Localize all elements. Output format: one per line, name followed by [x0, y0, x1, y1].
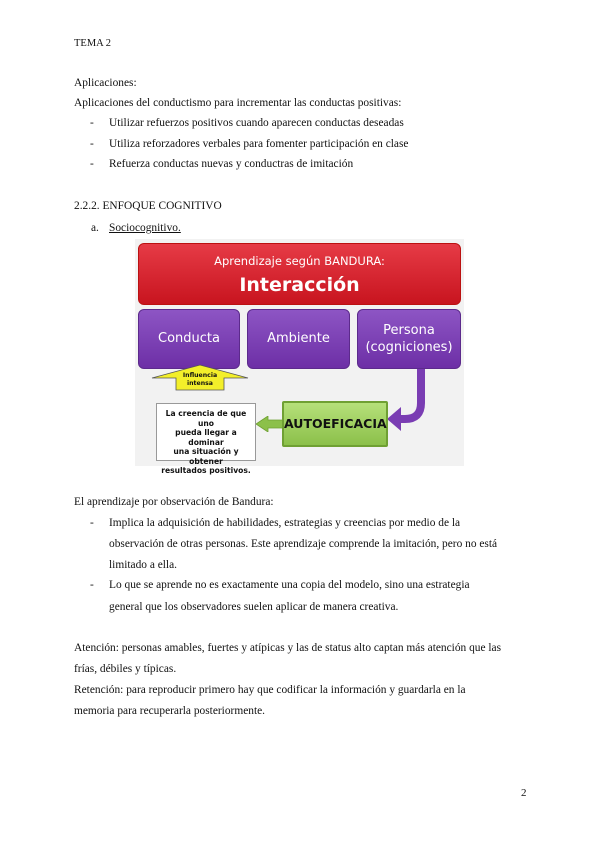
curved-arrow-icon [385, 367, 435, 433]
aplicaciones-title: Aplicaciones: [74, 77, 137, 89]
atencion-line: Atención: personas amables, fuertes y atípicas y las de status alto captan más atención que las [74, 642, 502, 654]
aplicaciones-intro: Aplicaciones del conductismo para incrementar las conductas positivas: [74, 97, 402, 109]
box-persona [357, 309, 461, 369]
page-header: TEMA 2 [74, 38, 112, 49]
subsection-letter: a. [91, 222, 99, 234]
observacion-item-line: observación de otras personas. Este aprendizaje comprende la imitación, pero no está [109, 538, 498, 550]
box-persona-label: Persona [383, 323, 435, 338]
box-ambiente-label: Ambiente [267, 331, 330, 346]
observacion-item-line: general que los observadores suelen aplicar de manera creativa. [109, 601, 399, 613]
observacion-title: El aprendizaje por observación de Bandura: [74, 496, 274, 508]
atencion-line: frías, débiles y típicas. [74, 663, 177, 675]
autoeficacia-box: AUTOEFICACIA [282, 401, 388, 447]
box-conducta [138, 309, 240, 369]
observacion-item-line: limitado a ella. [109, 559, 178, 571]
left-arrow-icon [256, 416, 284, 432]
box-persona-sublabel: (cogniciones) [365, 340, 453, 355]
autoeficacia-note: La creencia de que uno pueda llegar a dominar una situación y obtener resultados positivos. [156, 403, 256, 461]
box-conducta-label: Conducta [158, 331, 220, 346]
diagram-header-title: Interacción [239, 274, 360, 296]
retencion-line: Retención: para reproducir primero hay que codificar la información y guardarla en la [74, 684, 466, 696]
subsection-title: Sociocognitivo. [109, 222, 181, 234]
box-ambiente [247, 309, 350, 369]
bandura-diagram [135, 239, 464, 475]
diagram-header-box [138, 243, 461, 305]
retencion-line: memoria para recuperarla posteriormente. [74, 705, 266, 717]
diagram-header-subtitle: Aprendizaje según BANDURA: [214, 254, 385, 268]
influence-label: Influencia intensa [182, 372, 218, 387]
section-heading: 2.2.2. ENFOQUE COGNITIVO [74, 200, 222, 212]
page-number: 2 [521, 787, 527, 799]
